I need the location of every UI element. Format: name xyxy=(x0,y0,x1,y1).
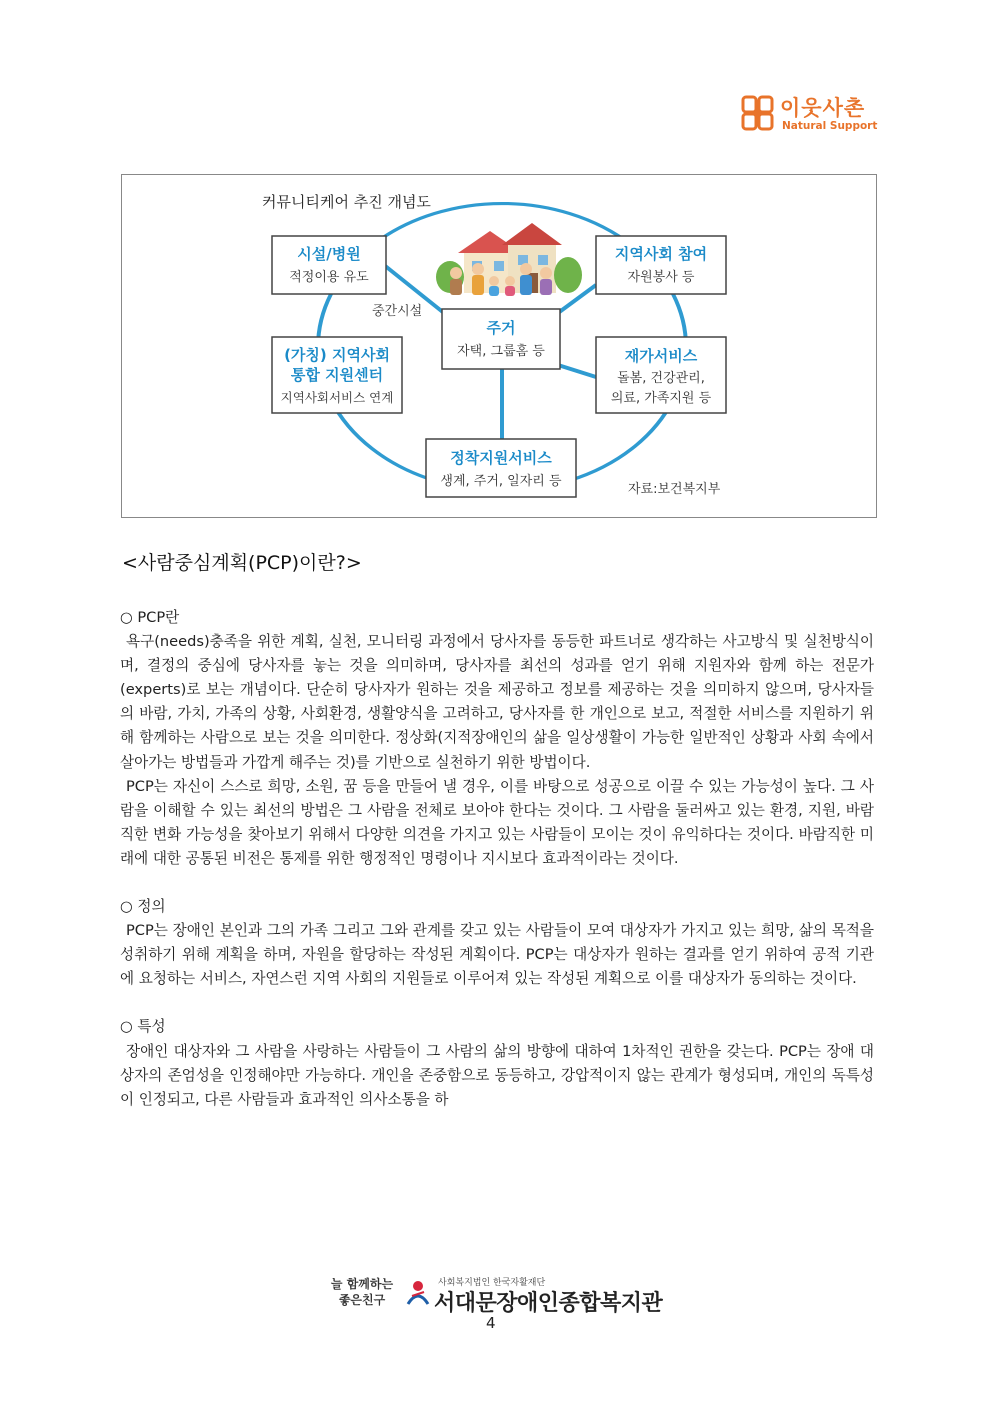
svg-text:통합 지원센터: 통합 지원센터 xyxy=(290,366,384,384)
logo-subtitle: Natural Support xyxy=(782,120,878,132)
paragraph: 욕구(needs)충족을 위한 계획, 실천, 모니터링 과정에서 당사자를 동등한 파트너로 생각하는 사고방식 및 실천방식이며, 결정의 중심에 당사자를 놓는 것을 의미하며, 당사자를 최선의 성과를 얻기 위해 지원자와 함께 하는 전문가(experts)로 보는 개념이다. 단순히 당사자가 원하는 것을 제공하고 정보를 제공하는 것을 의미하지 않으며, 당사자들의 바람, 가치, 가족의 상황, 사회환경, 생활양식을 고려하고, 당사자를 한 개인으로 보고, 적절한 서비스를 지원하기 위해 함께하는 사람으로 보는 것을 의미한다. 정상화(지적장애인의 삶을 일상생활이 가능한 일반적인 상황과 사회 속에서 살아가는 방법들과 가깝게 해주는 것)를 기반으로 실천하기 위한 방법이다. xyxy=(120,633,874,771)
body-content xyxy=(120,606,874,1112)
paragraph: 장애인 대상자와 그 사람을 사랑하는 사람들이 그 사람의 삶의 방향에 대하여 1차적인 권한을 갖는다. PCP는 장애 대상자의 존엄성을 인정해야만 가능하다. 개인을 존중함으로 동등하고, 강압적이지 않는 관계가 형성되며, 개인의 독특성이 인정되고, 다른 사람들과 효과적인 의사소통을 하 xyxy=(120,1042,874,1108)
footer-slogan: 늘 함께하는 좋은친구 xyxy=(330,1277,394,1307)
svg-text:재가서비스: 재가서비스 xyxy=(624,347,698,365)
svg-text:생계, 주거, 일자리 등: 생계, 주거, 일자리 등 xyxy=(440,474,562,489)
node-housing xyxy=(442,309,560,369)
paragraph: PCP는 장애인 본인과 그의 가족 그리고 그와 관계를 갖고 있는 사람들이 모여 대상자가 가지고 있는 희망, 삶의 목적을 성취하기 위해 계획을 하며, 자원을 할당하는 작성된 계획이다. PCP는 대상자가 원하는 결과를 얻기 위하여 공적 기관에 요청하는 서비스, 자연스런 지역 사회의 지원들로 이루어져 있는 작성된 계획으로 이를 대상자가 동의하는 것이다. xyxy=(120,922,874,988)
svg-text:의료, 가족지원 등: 의료, 가족지원 등 xyxy=(610,391,712,406)
subhead-characteristics: ○ 특성 xyxy=(120,1018,166,1036)
org-emblem-icon xyxy=(404,1278,432,1308)
hands-logo-icon xyxy=(740,94,776,132)
svg-text:주거: 주거 xyxy=(486,319,516,337)
svg-text:자원봉사 등: 자원봉사 등 xyxy=(627,270,695,285)
svg-text:(가칭) 지역사회: (가칭) 지역사회 xyxy=(284,346,390,364)
node-facility xyxy=(272,236,386,294)
section-title: <사람중심계획(PCP)이란?> xyxy=(122,552,362,574)
diagram-title: 커뮤니티케어 추진 개념도 xyxy=(262,193,431,211)
node-community xyxy=(596,236,726,294)
svg-text:적정이용 유도: 적정이용 유도 xyxy=(289,270,369,285)
footer-org-name: 서대문장애인종합복지관 xyxy=(434,1291,663,1316)
house-family-icon xyxy=(436,223,582,296)
svg-text:시설/병원: 시설/병원 xyxy=(297,245,361,263)
node-homecare xyxy=(596,337,726,413)
footer-logo xyxy=(322,1272,682,1316)
node-support-center xyxy=(272,337,402,413)
subhead-pcp: ○ PCP란 xyxy=(120,609,180,626)
concept-diagram xyxy=(121,174,877,518)
footer-org-small: 사회복지법인 한국자활재단 xyxy=(438,1278,546,1288)
svg-text:지역사회 참여: 지역사회 참여 xyxy=(614,245,708,263)
header-logo xyxy=(740,92,880,138)
svg-text:정착지원서비스: 정착지원서비스 xyxy=(450,449,552,467)
svg-text:지역사회서비스 연계: 지역사회서비스 연계 xyxy=(280,390,394,405)
paragraph: PCP는 자신이 스스로 희망, 소원, 꿈 등을 만들어 낼 경우, 이를 바탕으로 성공으로 이끌 수 있는 가능성이 높다. 그 사람을 이해할 수 있는 최선의 방법은 그 사람을 전체로 보아야 한다는 것이다. 그 사람을 둘러싸고 있는 환경, 지원, 바람직한 변화 가능성을 찾아보기 위해서 다양한 의견을 가지고 있는 사람들이 모이는 것이 유익하다는 것이다. 바람직한 미래에 대한 공통된 비전은 통제를 위한 행정적인 명령이나 지시보다 효과적이라는 것이다. xyxy=(120,777,874,867)
node-settlement xyxy=(426,439,576,497)
subhead-definition: ○ 정의 xyxy=(120,898,166,916)
svg-text:돌봄, 건강관리,: 돌봄, 건강관리, xyxy=(617,371,705,386)
page-number: 4 xyxy=(486,1314,496,1332)
svg-text:자택, 그룹홈 등: 자택, 그룹홈 등 xyxy=(457,344,545,359)
diagram-source: 자료:보건복지부 xyxy=(628,482,721,497)
logo-title: 이웃사촌 xyxy=(780,96,866,120)
intermediate-facility-label: 중간시설 xyxy=(372,304,423,319)
